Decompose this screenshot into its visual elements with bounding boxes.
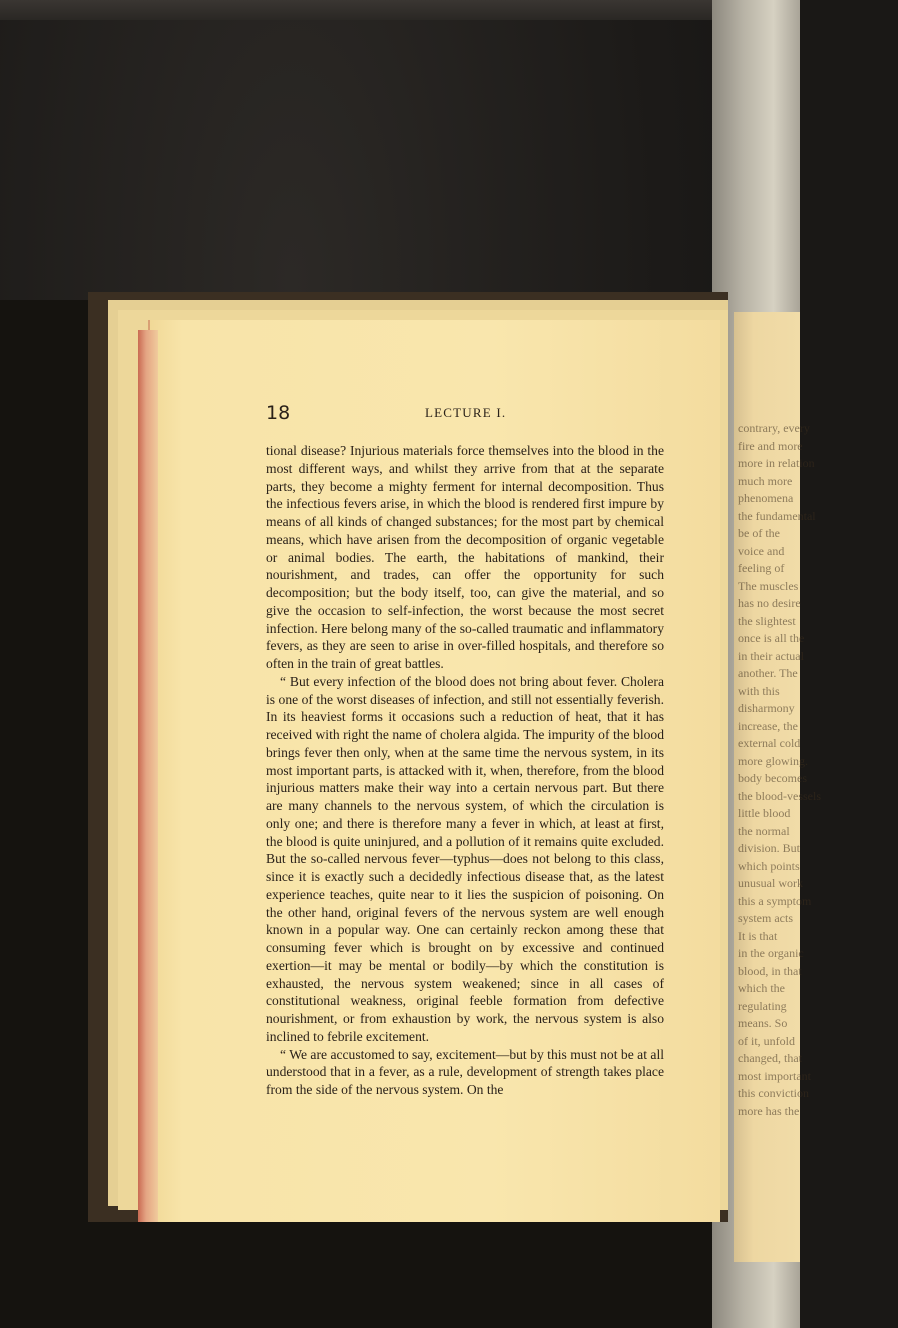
facing-page-line: means. So (738, 1016, 788, 1030)
facing-page-line: The muscles (738, 578, 799, 593)
facing-page-line: system acts (738, 911, 793, 925)
facing-page-line: much more (738, 473, 793, 488)
facing-page-line: in the organic (738, 946, 804, 960)
facing-page-line: of it, unfold (738, 1033, 795, 1048)
facing-page-line: the normal (738, 823, 790, 838)
facing-page-line: more glowing. (738, 753, 808, 768)
facing-page-line: increase, the (738, 718, 798, 733)
facing-page-line: in their actual (738, 648, 804, 663)
facing-page-text (738, 420, 898, 1120)
facing-page-line: external cold (738, 736, 801, 750)
facing-page-line: the fundamental (738, 508, 816, 523)
facing-page-line: this conviction (738, 1086, 809, 1100)
facing-page-line: another. The (738, 666, 798, 680)
facing-page-line: changed, that (738, 1051, 802, 1065)
facing-page-line: regulating (738, 998, 787, 1013)
running-head: LECTURE I. (425, 405, 507, 420)
paragraph-2: “ But every infection of the blood does not bring about fever. Cholera is one of the worst diseases of infection, and still not essentially feverish. In its heaviest forms it occasions such a reduction of heat, that it has received with right the name of cholera algida. The impurity of the blood brings fever then only, when at the same time the nervous system, in its most important parts, is attacked with it, when, therefore, from the blood injurious matters make their way into a certain nervous part. But there are many channels to the nervous system, of which the circulation is only one; and there is therefore many a fever in which, at least at first, the blood is quite uninjured, and a pollution of it remains quite excluded. But the so-called nervous fever—typhus—does not belong to this class, since it is exactly such a decidedly infectious disease that, as the latest experience teaches, quite near to it lies the suspicion of poisoning. On the other hand, original fevers of the nervous system are well enough known in a popular way. One can certainly reckon among these that consuming fever which is brought on by excessive and continued exertion—it may be mental or bodily—by which the constitution is exhausted, the nervous system weakened; since in all cases of constitutional weakness, original feeble formation from defective nourishment, or from exhaustion by work, the nervous system is also inclined to febrile excitement. (266, 673, 664, 1044)
facing-page-line: division. But (738, 841, 801, 855)
facing-page-line: with this (738, 683, 780, 698)
facing-page-line: body becomes (738, 771, 807, 785)
facing-page-line: once is all the (738, 631, 805, 645)
paragraph-1: tional disease? Injurious materials force themselves into the blood in the most different ways, and whilst they arrive from that at the separate parts, they become a mighty ferment for internal decomposition. Thus the infectious fevers arise, in which the blood is rendered first impure by means of all kinds of changed substances; for the most part by chemical means, which have arisen from the decomposition of organic vegetable or animal bodies. The earth, the habitations of mankind, their nourishment, and trades, can offer the opportunity for such decomposition; but the body itself, too, can give the material, and so give the occasion to self-infection, the worst because the most secret infection. Here belong many of the so-called traumatic and inflammatory fevers, as they are seen to arise in over-filled hospitals, and therefore so often in the train of great battles. (266, 443, 664, 671)
facing-page-line: which the (738, 981, 785, 995)
facing-page-line: has no desire (738, 596, 801, 610)
facing-page-line: blood, in that (738, 963, 802, 978)
paragraph-3: “ We are accustomed to say, excitement—but by this must not be at all understood that in a fever, as a rule, development of strength takes place from the side of the nervous system. On the (266, 1046, 664, 1097)
facing-page-line: be of the (738, 526, 780, 540)
facing-page-line: phenomena (738, 491, 794, 505)
page-number: 18 (266, 402, 291, 424)
facing-page-line: unusual work (738, 876, 803, 890)
facing-page-line: fire and more (738, 438, 803, 453)
page-body-text (266, 442, 664, 1099)
facing-page-line: most important (738, 1068, 811, 1083)
facing-page-line: the blood-vessels (738, 788, 821, 803)
facing-page-fragment (734, 312, 821, 1262)
facing-page-line: more has the (738, 1103, 800, 1118)
facing-page-line: It is that (738, 928, 778, 943)
facing-page-line: more in relation (738, 456, 815, 470)
facing-page-line: little blood (738, 806, 791, 820)
facing-page-line: contrary, every (738, 421, 810, 435)
page-gutter-edge (138, 330, 158, 1222)
facing-page-line: this a symptom (738, 893, 812, 908)
facing-page-line: feeling of (738, 561, 785, 575)
facing-page-line: voice and (738, 543, 785, 558)
facing-page-line: disharmony (738, 701, 795, 715)
facing-page-line: which points (738, 858, 800, 873)
facing-page-line: the slightest (738, 613, 796, 628)
